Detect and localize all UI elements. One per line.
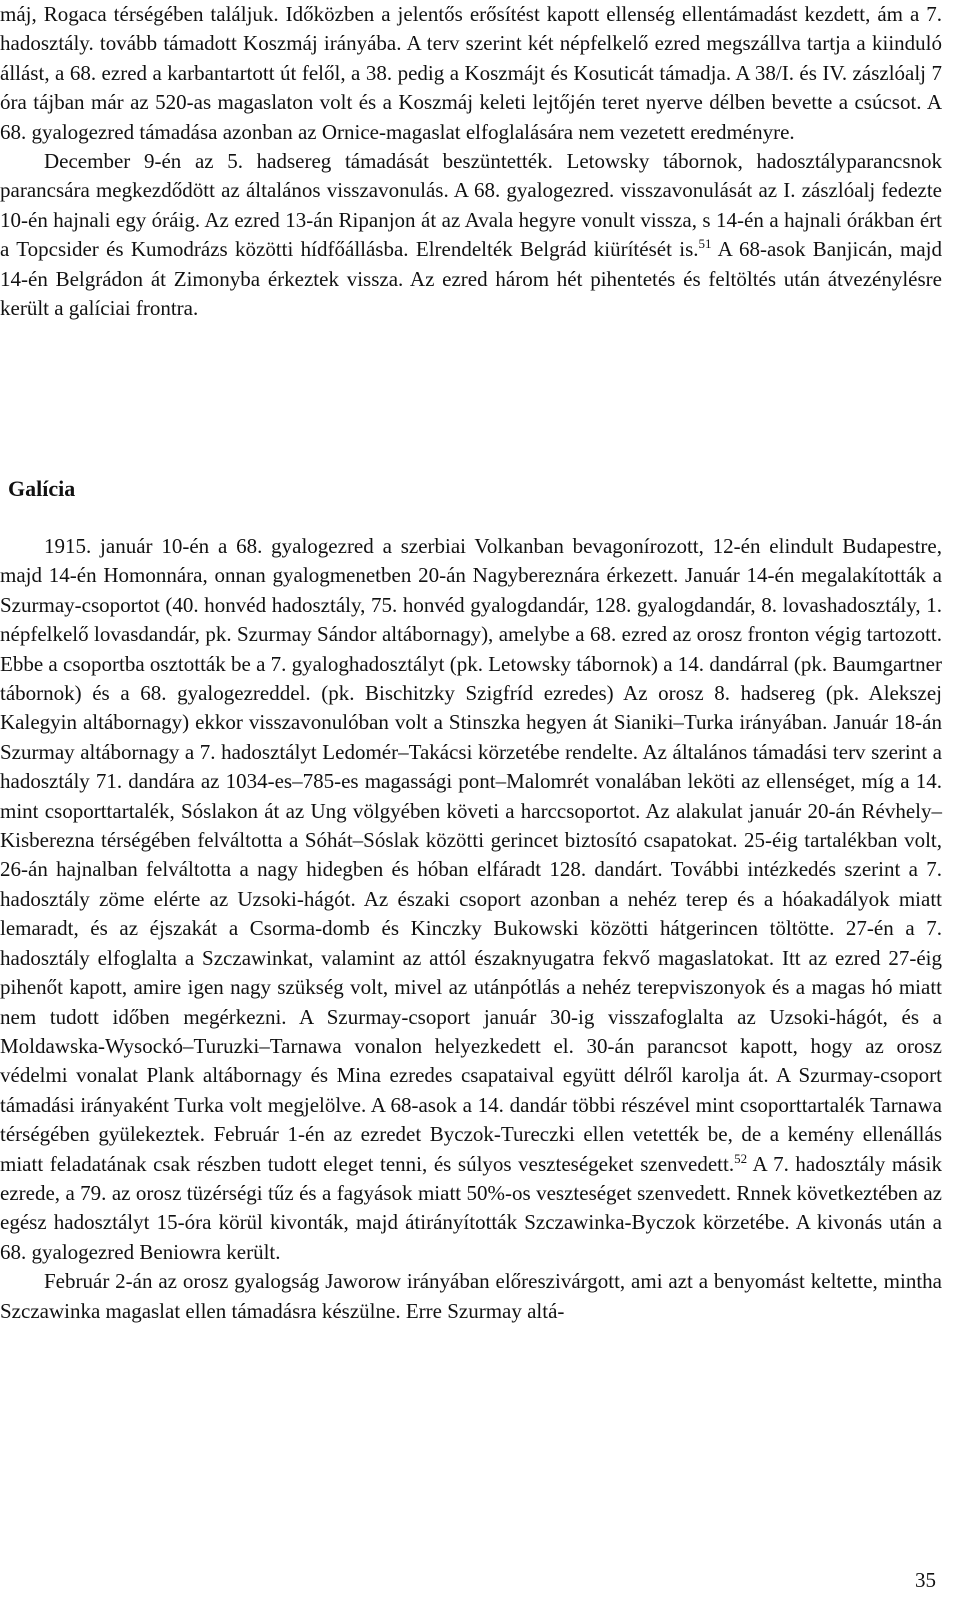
body-text-section-1 bbox=[0, 0, 942, 323]
paragraph bbox=[0, 532, 942, 1267]
paragraph bbox=[0, 1267, 942, 1326]
section-heading: Galícia bbox=[8, 476, 76, 501]
paragraph-text: máj, Rogaca térségében találjuk. Időközben a jelentős erősítést kapott ellenség ellentámadást kezdett, ám a 7. hadosztály. tovább támadott Koszmáj irányába. A terv szerint két népfelkelő ezred megszállva tartja a kiinduló állást, a 68. ezred a karbantartott út felől, a 38. pedig a Koszmájt és Kosuticát támadja. A 38/I. és IV. zászlóalj 7 óra tájban már az 520-as magaslaton volt és a Koszmáj keleti lejtőjén teret nyerve délben bevette a csúcsot. A 68. gyalogezred támadása azonban az Ornice-magaslat elfoglalására nem vezetett eredményre. bbox=[0, 2, 942, 144]
paragraph bbox=[0, 147, 942, 323]
paragraph-text: A 68-asok Banjicán, majd 14-én Belgrádon át Zimonyba érkeztek vissza. Az ezred három hét pihentetés és feltöltés után átvezénylésre került a galíciai frontra. bbox=[0, 237, 942, 321]
paragraph-text: 1915. január 10-én a 68. gyalogezred a szerbiai Volkanban bevagonírozott, 12-én elindult Budapestre, majd 14-én Homonnára, onnan gyalogmenetben 20-án Nagybereznára érkezett. Január 14-én megalakították a Szurmay-csoportot (40. honvéd hadosztály, 75. honvéd gyalogdandár, 128. gyalogdandár, 8. lovashadosztály, 1. népfelkelő lovasdandár, pk. Szurmay Sándor altábornagy), amelybe a 68. ezred az orosz fronton végig tartozott. Ebbe a csoportba osztották be a 7. gyaloghadosztályt (pk. Letowsky tábornok) a 14. dandárral (pk. Baumgartner tábornok) és a 68. gyalogezreddel. (pk. Bischitzky Szigfríd ezredes) Az orosz 8. hadsereg (pk. Alekszej Kalegyin altábornagy) ekkor visszavonulóban volt a Stinszka hegyen át Sianiki–Turka irányában. Január 18-án Szurmay altábornagy a 7. hadosztályt Ledomér–Takácsi körzetébe rendelte. Az általános támadási terv szerint a hadosztály 71. dandára az 1034-es–785-es magassági pont–Malomrét vonalában leköti az ellenséget, míg a 14. mint csoporttartalék, Sóslakon át az Ung völgyében követi a harccsoportot. Az alakulat január 20-án Révhely–Kisberezna térségében felváltotta a Sóhát–Sóslak közötti gerincet biztosító csapatokat. 25-éig tartalékban volt, 26-án hajnalban felváltotta a nagy hidegben és hóban elfáradt 128. dandárt. További intézkedés szerint a 7. hadosztály zöme elérte az Uzsoki-hágót. Az északi csoport azonban a nehéz terep és a hóakadályok miatt lemaradt, és az éjszakát a Csorma-domb és Kinczky Bukowski közötti hátgerincen töltötte. 27-én a 7. hadosztály elfoglalta a Szczawinkat, valamint az attól északnyugatra fekvő magaslatokat. Itt az ezred 27-éig pihenőt kapott, amire igen nagy szükség volt, mivel az utánpótlás a nehéz terepviszonyok és a magas hó miatt nem tudott időben megérkezni. A Szurmay-csoport január 30-ig visszafoglalta az Uzsoki-hágót, és a Moldawska-Wysockó–Turuzki–Tarnawa vonalon helyezkedett el. 30-án parancsot kapott, hogy az orosz védelmi vonalat Plank altábornagy és Mina ezredes csapataival együtt délről karolja át. A Szurmay-csoport támadási irányaként Turka volt megjelölve. A 68-asok a 14. dandár többi részével mint csoporttartalék Tarnawa térségében gyülekeztek. Február 1-én az ezredet Byczok-Tureczki ellen vetették be, de a kemény ellenállás miatt feladatának csak részben tudott eleget tenni, és súlyos veszteségeket szenvedett. bbox=[0, 534, 942, 1176]
paragraph-text: A 7. hadosztály másik ezrede, a 79. az orosz tüzérségi tűz és a fagyások miatt 50%-os veszteséget szenvedett. Rnnek következtében az egész hadosztályt 15-óra körül kivonták, majd átirányították Szczawinka-Byczok körzetébe. A kivonás után a 68. gyalogezred Beniowra került. bbox=[0, 1151, 942, 1264]
footnote-reference[interactable]: 51 bbox=[698, 236, 712, 252]
page-number: 35 bbox=[915, 1568, 936, 1592]
footnote-reference[interactable]: 52 bbox=[734, 1150, 748, 1166]
paragraph-text: Február 2-án az orosz gyalogság Jaworow irányában előreszivárgott, ami azt a benyomást keltette, mintha Szczawinka magaslat ellen támadásra készülne. Erre Szurmay altá- bbox=[0, 1269, 942, 1323]
body-text-section-2 bbox=[0, 532, 942, 1326]
paragraph-text: December 9-én az 5. hadsereg támadását beszüntették. Letowsky tábornok, hadosztályparancsnok parancsára megkezdődött az általános visszavonulás. A 68. gyalogezred. visszavonulását az I. zászlóalj fedezte 10-én hajnali egy óráig. Az ezred 13-án Ripanjon át az Avala hegyre vonult vissza, s 14-én a hajnali órákban ért a Topcsider és Kumodrázs közötti hídfőállásba. Elrendelték Belgrád kiürítését is. bbox=[0, 149, 942, 262]
paragraph bbox=[0, 0, 942, 147]
